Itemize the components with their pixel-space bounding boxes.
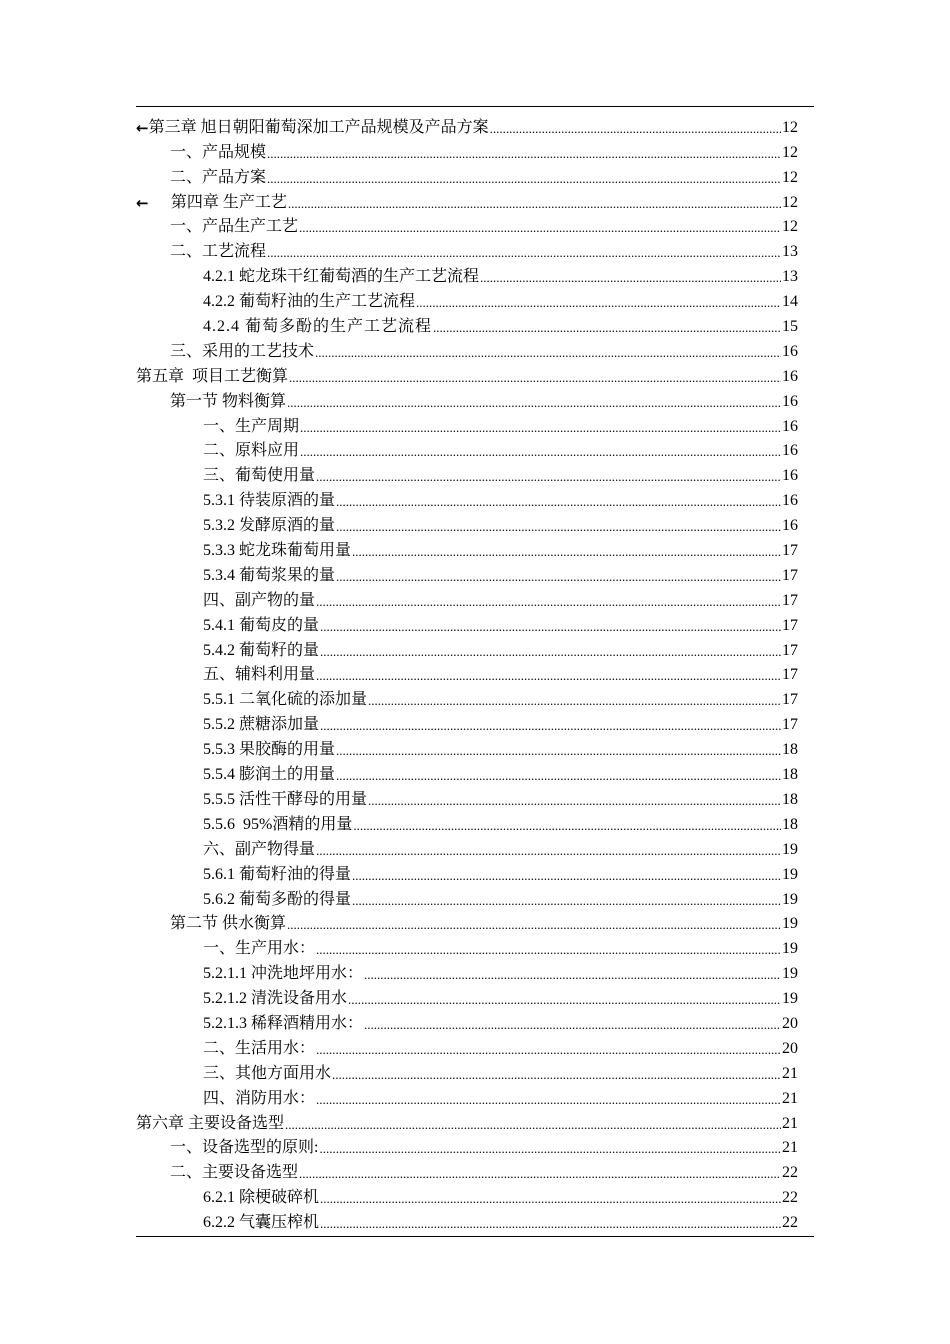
toc-entry[interactable] <box>136 237 798 262</box>
toc-entry-page: 12 <box>782 193 798 211</box>
toc-entry[interactable] <box>136 437 798 462</box>
toc-entry[interactable] <box>136 312 798 337</box>
toc-entry[interactable] <box>136 810 798 835</box>
toc-entry-page: 15 <box>782 318 798 336</box>
toc-entry-title: 二、生活用水： <box>203 1039 316 1057</box>
dot-leader <box>287 917 781 933</box>
dot-leader <box>368 793 781 809</box>
toc-entry[interactable] <box>136 511 798 536</box>
toc-entry-title: 三、采用的工艺技术 <box>170 342 315 360</box>
dot-leader <box>364 1017 781 1033</box>
toc-entry[interactable] <box>136 710 798 735</box>
toc-entry-title: 第一节 物料衡算 <box>170 392 287 410</box>
toc-entry-page: 17 <box>782 542 798 560</box>
toc-entry-title: 5.3.1 待装原酒的量 <box>203 492 336 510</box>
toc-entry-title: 5.6.2 葡萄多酚的得量 <box>203 890 352 908</box>
toc-entry-title: 5.5.3 果胶酶的用量 <box>203 741 336 759</box>
toc-entry-title: 五、辅料利用量 <box>203 666 316 684</box>
dot-leader <box>320 644 781 660</box>
table-of-contents <box>136 113 798 1233</box>
dot-leader <box>299 1166 781 1182</box>
toc-entry-page: 16 <box>782 517 798 535</box>
toc-entry-page: 19 <box>782 940 798 958</box>
toc-entry-title: 四、消防用水： <box>203 1089 316 1107</box>
toc-entry-page: 16 <box>782 417 798 435</box>
toc-entry-title: 5.3.2 发酵原酒的量 <box>203 517 336 535</box>
toc-entry-title: 第二节 供水衡算 <box>170 915 287 933</box>
toc-entry[interactable] <box>136 387 798 412</box>
toc-entry[interactable] <box>136 885 798 910</box>
toc-entry-page: 19 <box>782 840 798 858</box>
toc-entry-page: 19 <box>782 965 798 983</box>
toc-entry[interactable] <box>136 611 798 636</box>
toc-entry-page: 18 <box>782 741 798 759</box>
toc-entry-title: 二、主要设备选型 <box>170 1164 299 1182</box>
dot-leader <box>316 1092 781 1108</box>
dot-leader <box>316 469 781 485</box>
toc-entry-page: 13 <box>782 268 798 286</box>
toc-entry-title: 第六章 主要设备选型 <box>136 1114 285 1132</box>
toc-entry-page: 18 <box>782 766 798 784</box>
toc-entry-chapter-3[interactable] <box>136 113 798 138</box>
footer-rule <box>136 1236 814 1237</box>
toc-entry-title: 4.2.1 蛇龙珠干红葡萄酒的生产工艺流程 <box>203 268 480 286</box>
toc-entry-chapter-5[interactable] <box>136 362 798 387</box>
toc-entry-title: 5.4.1 葡萄皮的量 <box>203 616 320 634</box>
dot-leader <box>320 1191 781 1207</box>
toc-entry-title: 第五章 项目工艺衡算 <box>136 367 289 385</box>
toc-entry-title: 二、产品方案 <box>170 168 267 186</box>
toc-entry-page: 21 <box>782 1139 798 1157</box>
toc-entry-page: 16 <box>782 467 798 485</box>
dot-leader <box>332 1067 781 1083</box>
dot-leader <box>480 270 781 286</box>
toc-entry[interactable] <box>136 1084 798 1109</box>
toc-entry[interactable] <box>136 760 798 785</box>
dot-leader <box>336 494 781 510</box>
toc-entry-page: 21 <box>782 1064 798 1082</box>
toc-entry-title: 三、葡萄使用量 <box>203 467 316 485</box>
dot-leader <box>267 245 781 261</box>
toc-entry[interactable] <box>136 1034 798 1059</box>
dot-leader <box>316 594 781 610</box>
toc-entry-page: 17 <box>782 591 798 609</box>
toc-entry-page: 12 <box>782 118 798 136</box>
toc-entry-page: 18 <box>782 790 798 808</box>
dot-leader <box>316 668 781 684</box>
dot-leader <box>300 444 781 460</box>
dot-leader <box>336 519 781 535</box>
dot-leader <box>316 942 781 958</box>
dot-leader <box>316 843 781 859</box>
toc-entry-page: 17 <box>782 616 798 634</box>
toc-entry-title: 一、生产用水： <box>203 940 316 958</box>
toc-entry-title: 一、生产周期 <box>203 417 300 435</box>
toc-entry-page: 17 <box>782 641 798 659</box>
toc-entry[interactable] <box>136 685 798 710</box>
toc-entry-title: 6.2.2 气囊压榨机 <box>203 1214 320 1232</box>
dot-leader <box>336 569 781 585</box>
dot-leader <box>315 345 781 361</box>
toc-entry[interactable] <box>136 1059 798 1084</box>
toc-entry-page: 21 <box>782 1114 798 1132</box>
toc-entry[interactable] <box>136 262 798 287</box>
toc-entry-page: 22 <box>782 1189 798 1207</box>
toc-entry-title: 5.3.3 蛇龙珠葡萄用量 <box>203 542 352 560</box>
dot-leader <box>353 818 781 834</box>
toc-entry-page: 17 <box>782 566 798 584</box>
toc-entry[interactable] <box>136 586 798 611</box>
toc-entry[interactable] <box>136 287 798 312</box>
toc-entry[interactable] <box>136 735 798 760</box>
toc-entry-page: 21 <box>782 1089 798 1107</box>
toc-entry[interactable] <box>136 561 798 586</box>
dot-leader <box>433 320 781 336</box>
toc-entry-title: 二、原料应用 <box>203 442 300 460</box>
toc-entry[interactable] <box>136 984 798 1009</box>
toc-entry[interactable] <box>136 163 798 188</box>
toc-entry[interactable] <box>136 213 798 238</box>
toc-entry[interactable] <box>136 337 798 362</box>
dot-leader <box>368 693 781 709</box>
toc-entry[interactable] <box>136 959 798 984</box>
toc-entry[interactable] <box>136 486 798 511</box>
toc-entry-page: 19 <box>782 890 798 908</box>
toc-entry[interactable] <box>136 1009 798 1034</box>
toc-entry-chapter-4[interactable] <box>136 188 798 213</box>
dot-leader <box>352 544 781 560</box>
dot-leader <box>289 370 781 386</box>
dot-leader <box>364 967 781 983</box>
dot-leader <box>267 146 781 162</box>
toc-entry-title: 5.2.1.3 稀释酒精用水： <box>203 1014 364 1032</box>
toc-entry-title: 二、工艺流程 <box>170 243 267 261</box>
toc-entry[interactable] <box>136 1158 798 1183</box>
toc-entry-page: 16 <box>782 492 798 510</box>
toc-entry-title: 5.5.1 二氧化硫的添加量 <box>203 691 368 709</box>
dot-leader <box>285 1117 781 1133</box>
toc-entry-title: 5.4.2 葡萄籽的量 <box>203 641 320 659</box>
toc-entry[interactable] <box>136 138 798 163</box>
toc-entry-title: 4.2.4 葡萄多酚的生产工艺流程 <box>203 318 433 336</box>
toc-entry-page: 12 <box>782 143 798 161</box>
dot-leader <box>320 718 781 734</box>
toc-entry-page: 16 <box>782 342 798 360</box>
toc-entry-page: 22 <box>782 1214 798 1232</box>
toc-entry-page: 20 <box>782 1014 798 1032</box>
dot-leader <box>348 992 781 1008</box>
toc-entry-title: 三、其他方面用水 <box>203 1064 332 1082</box>
toc-entry-title: 一、设备选型的原则: <box>170 1139 319 1157</box>
toc-entry-title: 5.3.4 葡萄浆果的量 <box>203 566 336 584</box>
dot-leader <box>316 1042 781 1058</box>
toc-entry-title: 5.5.4 膨润土的用量 <box>203 766 336 784</box>
toc-entry-title: 5.5.2 蔗糖添加量 <box>203 716 320 734</box>
toc-entry-title: 5.5.5 活性干酵母的用量 <box>203 790 368 808</box>
dot-leader <box>319 1141 781 1157</box>
dot-leader <box>416 295 781 311</box>
toc-entry-title: 5.5.6 95%酒精的用量 <box>203 815 353 833</box>
toc-entry-title: 六、副产物得量 <box>203 840 316 858</box>
toc-entry-chapter-6[interactable] <box>136 1109 798 1134</box>
toc-entry-page: 13 <box>782 243 798 261</box>
dot-leader <box>300 420 781 436</box>
toc-entry-title: 第四章 生产工艺 <box>170 193 287 211</box>
toc-entry-page: 22 <box>782 1164 798 1182</box>
toc-entry[interactable] <box>136 785 798 810</box>
left-arrow-icon: ← <box>136 118 149 137</box>
toc-entry-title: 一、产品规模 <box>170 143 267 161</box>
toc-entry[interactable] <box>136 412 798 437</box>
toc-entry[interactable] <box>136 461 798 486</box>
toc-entry-page: 17 <box>782 716 798 734</box>
dot-leader <box>320 1216 781 1232</box>
toc-entry-title: 四、副产物的量 <box>203 591 316 609</box>
dot-leader <box>490 121 781 137</box>
header-rule <box>136 106 814 107</box>
toc-entry[interactable] <box>136 636 798 661</box>
toc-entry-page: 12 <box>782 168 798 186</box>
toc-entry-title: 第三章 旭日朝阳葡萄深加工产品规模及产品方案 <box>148 118 489 136</box>
toc-entry[interactable] <box>136 1183 798 1208</box>
toc-entry[interactable] <box>136 1208 798 1233</box>
toc-entry-page: 12 <box>782 218 798 236</box>
toc-entry-title: 5.2.1.1 冲洗地坪用水： <box>203 965 364 983</box>
toc-entry[interactable] <box>136 860 798 885</box>
dot-leader <box>288 196 781 212</box>
toc-entry-page: 17 <box>782 691 798 709</box>
dot-leader <box>287 395 781 411</box>
dot-leader <box>267 171 781 187</box>
toc-entry-page: 20 <box>782 1039 798 1057</box>
toc-entry-page: 19 <box>782 915 798 933</box>
toc-entry[interactable] <box>136 661 798 686</box>
toc-entry[interactable] <box>136 536 798 561</box>
dot-leader <box>299 220 781 236</box>
dot-leader <box>352 893 781 909</box>
toc-entry-page: 17 <box>782 666 798 684</box>
dot-leader <box>336 743 781 759</box>
toc-entry[interactable] <box>136 1134 798 1159</box>
toc-entry-title: 5.2.1.2 清洗设备用水 <box>203 990 348 1008</box>
toc-entry-page: 19 <box>782 990 798 1008</box>
dot-leader <box>352 868 781 884</box>
toc-entry-title: 一、产品生产工艺 <box>170 218 299 236</box>
toc-entry-title: 6.2.1 除梗破碎机 <box>203 1189 320 1207</box>
toc-entry-title: 4.2.2 葡萄籽油的生产工艺流程 <box>203 293 416 311</box>
toc-entry-title: 5.6.1 葡萄籽油的得量 <box>203 865 352 883</box>
toc-entry-page: 14 <box>782 293 798 311</box>
dot-leader <box>320 619 781 635</box>
dot-leader <box>336 768 781 784</box>
toc-entry-page: 16 <box>782 442 798 460</box>
toc-entry-page: 16 <box>782 392 798 410</box>
left-arrow-icon: ← <box>136 193 149 212</box>
toc-entry[interactable] <box>136 934 798 959</box>
toc-entry-page: 16 <box>782 367 798 385</box>
toc-entry-page: 18 <box>782 815 798 833</box>
toc-entry-page: 19 <box>782 865 798 883</box>
toc-entry[interactable] <box>136 835 798 860</box>
toc-entry[interactable] <box>136 910 798 935</box>
